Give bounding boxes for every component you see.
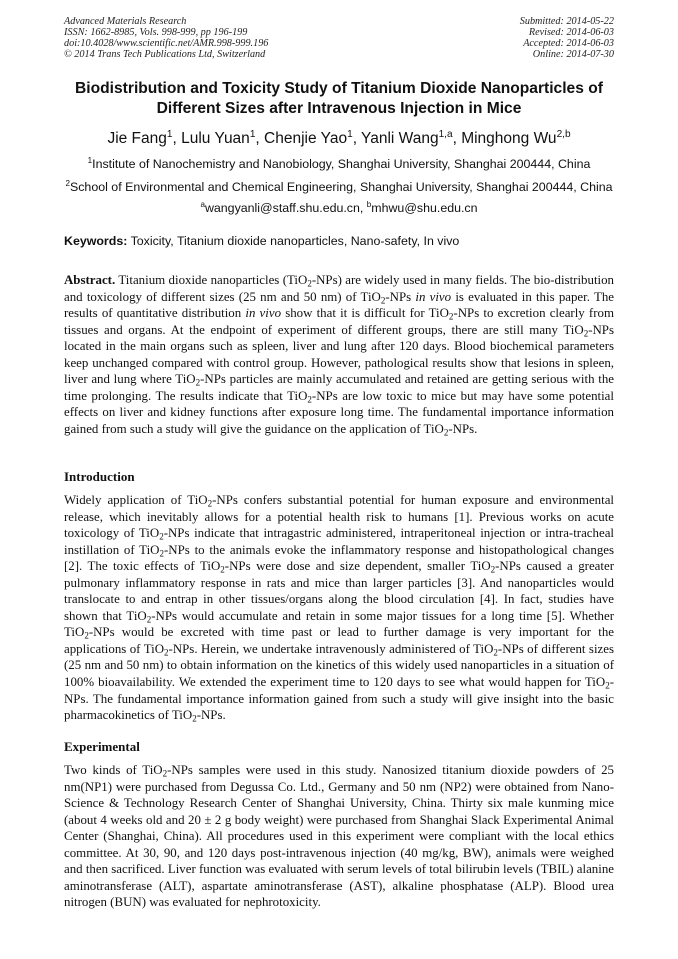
keywords-text: Toxicity, Titanium dioxide nanoparticles, Nano-safety, In vivo (127, 234, 460, 248)
author-name: Jie Fang (107, 130, 167, 147)
date-revised: Revised: 2014-06-03 (528, 27, 614, 38)
experimental-text: Two kinds of TiO$_2$-NPs samples were used in this study. Nanosized titanium dioxide powders of 25 nm(NP1) were purchased from Degussa Co. Ltd., Germany and 50 nm (NP2) were obtained from Nano-Science & Technology Research Center of Shanghai University, China. Thirty six male kunming mice (about 4 weeks old and 20 ± 2 g body weight) were purchased from Shanghai Slack Experimental Animal Center (Shanghai, China). All procedures used in this experiment were compliant with the local ethics committee. At 30, 90, and 120 days post-intravenous injection (40 mg/kg, BW), animals were weighed and then sacrificed. Liver function was evaluated with serum levels of total bilirubin levels (TBIL) alanine aminotransferase (ALT), aspartate aminotransferase (AST), alkaline phosphatase (ALP). Blood urea nitrogen (BUN) was evaluated for nephrotoxicity. (64, 763, 614, 910)
author-name: Yanli Wang (361, 130, 439, 147)
affiliation-mark: 2 (65, 179, 70, 189)
affiliation-text: Institute of Nanochemistry and Nanobiology, Shanghai University, Shanghai 200444, China (92, 157, 591, 171)
author-name: Minghong Wu (461, 130, 557, 147)
abstract (64, 272, 614, 437)
title-line-1: Biodistribution and Toxicity Study of Titanium Dioxide Nanoparticles of (75, 80, 603, 97)
keywords (64, 234, 459, 249)
email-mark: b (366, 200, 372, 210)
author-list: Jie Fang$^1$, Lulu Yuan$^1$, Chenjie Yao$^1$, Yanli Wang$^{1,a}$, Minghong Wu$^{2,b}$ (107, 128, 571, 147)
abstract-label: Abstract. (64, 273, 116, 287)
author-name: Lulu Yuan (181, 130, 250, 147)
author-name: Chenjie Yao (264, 130, 348, 147)
author-affil-mark: 2,b (556, 128, 571, 140)
journal-name: Advanced Materials Research (64, 16, 187, 27)
email-a: wangyanli@staff.shu.edu.cn, (204, 201, 367, 215)
keywords-label: Keywords: (64, 234, 128, 248)
journal-info (64, 16, 268, 60)
title-line-2: Different Sizes after Intravenous Injection in Mice (156, 100, 522, 117)
journal-doi: doi:10.4028/www.scientific.net/AMR.998-999.196 (64, 38, 269, 49)
author-emails (0, 201, 678, 216)
affiliation-mark: 1 (87, 156, 93, 166)
date-submitted: Submitted: 2014-05-22 (519, 16, 614, 27)
date-online: Online: 2014-07-30 (532, 49, 614, 60)
abstract-text: Titanium dioxide nanoparticles (TiO$_2$-NPs) are widely used in many fields. The bio-distribution and toxicology of different sizes (25 nm and 50 nm) of TiO$_2$-NPs in vivo is evaluated in this paper. The results of quantitative distribution in vivo show that it is difficult for TiO$_2$-NPs to excretion clearly from tissues and organs. At the endpoint of experiment of different groups, there are still many TiO$_2$-NPs located in the main organs such as spleen, liver and lung after 120 days. Blood biochemical parameters keep unchanged compared with control group. However, pathological results show that lesions in spleen, liver and lung where TiO$_2$-NPs particles are mainly accumulated and retained are getting serious with the time prolonging. The results indicate that TiO$_2$-NPs are low toxic to mice but may have some potential effects on liver and kidney functions after exposure long time. The fundamental importance information gained from such a study will give the guidance on the application of TiO$_2$-NPs. (64, 273, 614, 438)
experimental-heading: Experimental (64, 739, 140, 754)
journal-copyright: © 2014 Trans Tech Publications Ltd, Switzerland (64, 49, 266, 60)
journal-issn: ISSN: 1662-8985, Vols. 998-999, pp 196-199 (64, 27, 248, 38)
author-affil-mark: 1,a (438, 128, 453, 140)
affiliation-1 (0, 157, 678, 172)
affiliation-text: School of Environmental and Chemical Engineering, Shanghai University, Shanghai 200444, China (69, 180, 613, 194)
email-mark: a (200, 200, 205, 210)
paper-title (40, 79, 638, 119)
author-affil-mark: 1 (166, 128, 173, 140)
date-accepted: Accepted: 2014-06-03 (523, 38, 614, 49)
introduction-heading: Introduction (64, 469, 135, 484)
author-affil-mark: 1 (347, 128, 353, 140)
introduction-text: Widely application of TiO$_2$-NPs confers substantial potential for human exposure and environmental release, which inevitably allows for a potential health risk to humans [1]. Previous works on acute toxicology of TiO$_2$-NPs indicate that intragastric administered, intraperitoneal injection or intra-tracheal instillation of TiO$_2$-NPs to the animals evoke the inflammatory response and histopathological changes [2]. The toxic effects of TiO$_2$-NPs were dose and size dependent, smaller TiO$_2$-NPs caused a greater pulmonary inflammatory response in rats and mice than larger particles [3]. And nanoparticles would translocate to and entrap in other tissues/organs along the blood circulation [4]. In fact, studies have shown that TiO$_2$-NPs would accumulate and retain in some major tissues for a long time [5]. Whether TiO$_2$-NPs would be excreted with time past or lead to further damage is very important for the applications of TiO$_2$-NPs. Herein, we undertake intravenously administered of TiO$_2$-NPs of different sizes (25 nm and 50 nm) to obtain information on the kinetics of this widely used nanoparticles in a situation of 100% bioavailability. We extended the experiment time to 120 days to see what would happen for TiO$_2$-NPs. The fundamental importance information gained from such a study will give insight into the basic pharmacokinetics of TiO$_2$-NPs. (64, 493, 615, 724)
author-affil-mark: 1 (249, 128, 256, 140)
email-b: mhwu@shu.edu.cn (371, 201, 478, 215)
affiliation-2 (0, 180, 678, 195)
publication-dates (520, 16, 614, 60)
